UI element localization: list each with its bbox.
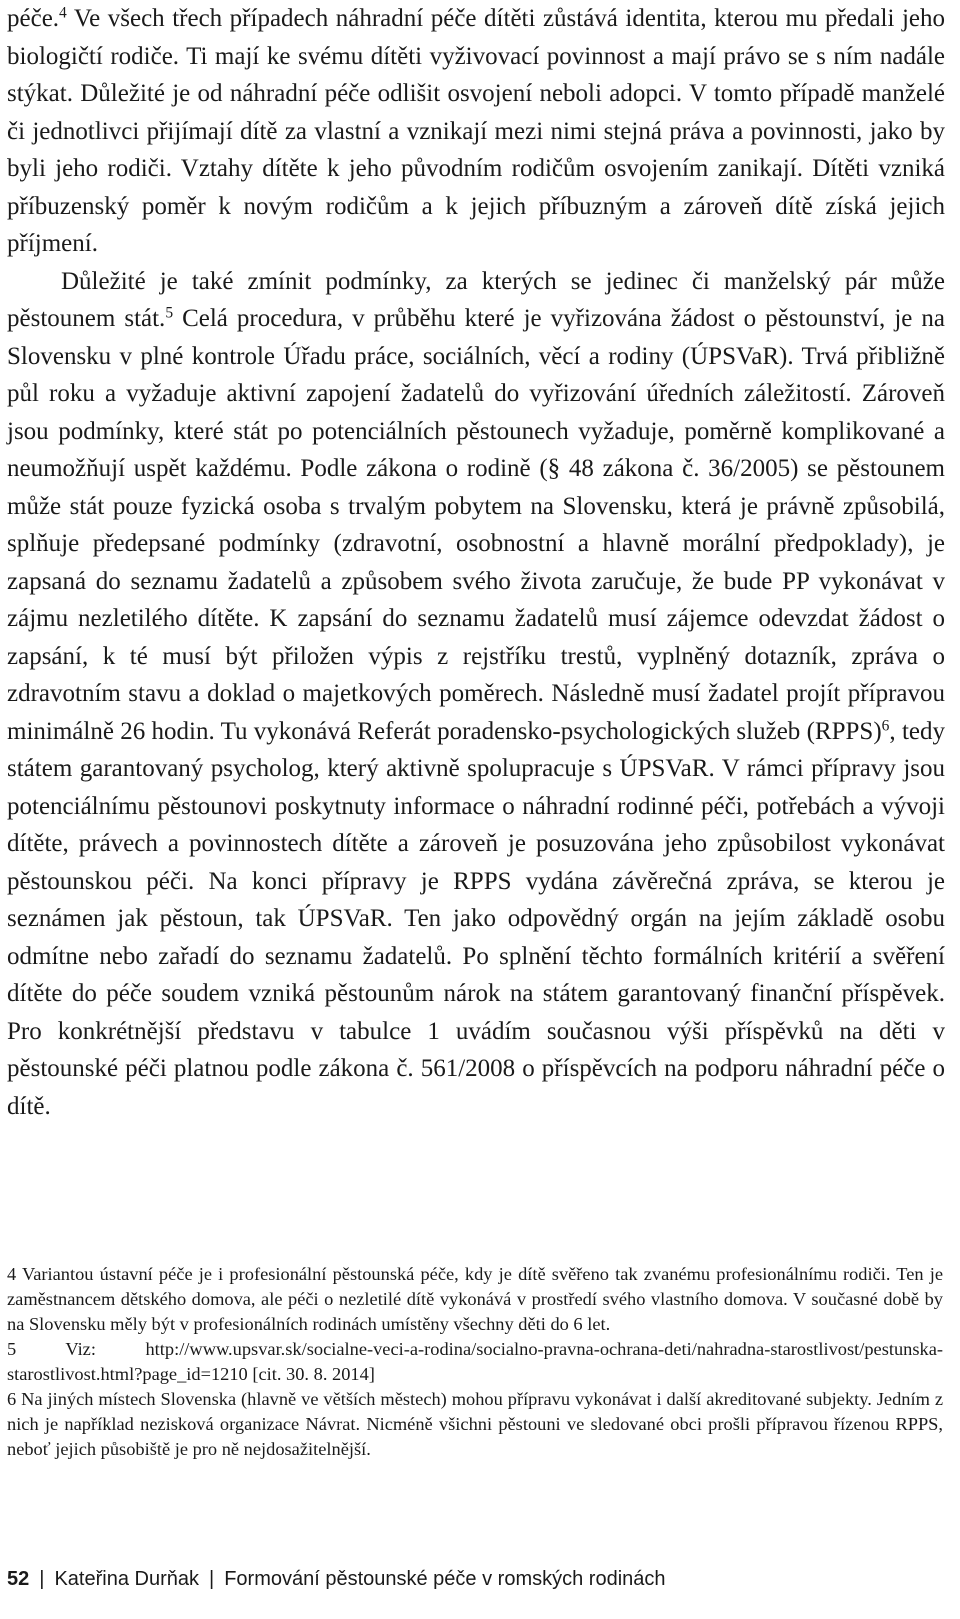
footer-book-title: Formování pěstounské péče v romských rodinách — [224, 1568, 666, 1590]
paragraph-2-text: Celá procedura, v průběhu které je vyřizována žádost o pěstounství, je na Slovensku v plné kontrole Úřadu práce, sociálních, věcí a rodiny (ÚPSVaR). Trvá přibližně půl roku a vyžaduje aktivní zapojení žadatelů do vyřizování úředních záležitostí. Zároveň jsou podmínky, které stát po potenciálních pěstounech vyžaduje, poměrně komplikované a neumožňují uspět každému. Podle zákona o rodině (§ 48 zákona č. 36/2005) se pěstounem může stát pouze fyzická osoba s trvalým pobytem na Slovensku, která je právně způsobilá, splňuje předepsané podmínky (zdravotní, osobnostní a hlavně morální předpoklady), je zapsaná do seznamu žadatelů a způsobem svého života zaručuje, že bude PP vykonávat v zájmu nezletilého dítěte. K zapsání do seznamu žadatelů musí zájemce odevzdat žádost o zapsání, k té musí být přiložen výpis z rejstříku trestů, vyplněný dotazník, zpráva o zdravotním stavu a doklad o majetkových poměrech. Následně musí žadatel projít přípravou minimálně 26 hodin. Tu vykonává Referát poradensko-psychologických služeb (RPPS) — [7, 305, 946, 745]
footnote-ref-5[interactable]: 5 — [165, 304, 174, 322]
footer-separator: | — [39, 1568, 45, 1590]
paragraph-1-text: Ve všech třech případech náhradní péče dítěti zůstává identita, kterou mu předali jeho biologičtí rodiče. Ti mají ke svému dítěti vyživovací povinnost a mají právo se s ním nadále stýkat. Důležité je od náhradní péče odlišit osvojení neboli adopci. V tomto případě manželé či jednotlivci přijímají dítě za vlastní a vznikají mezi nimi stejná práva a povinnosti, jako by byli jeho rodiči. Vztahy dítěte k jeho původním rodičům osvojením zanikají. Dítěti vzniká příbuzenský poměr k novým rodičům a k jejich příbuzným a zároveň dítě získá jejich příjmení. — [7, 5, 945, 257]
footer-author: Kateřina Durňak — [54, 1568, 199, 1590]
paragraph-2 — [7, 263, 945, 1126]
page-footer — [7, 1564, 666, 1594]
footer-separator-2: | — [208, 1568, 215, 1590]
footnote-ref-6[interactable]: 6 — [881, 716, 890, 734]
footnote-6: 6 Na jiných místech Slovenska (hlavně ve větších městech) mohou přípravu vykonávat i další akreditované subjekty. Jedním z nich je například nezisková organizace Návrat. Nicméně všichni pěstouni ve sledované obci prošli přípravou řízenou RPPS, neboť jejich působiště je pro ně nejdosažitelnější. — [7, 1389, 943, 1459]
main-text — [7, 0, 945, 1125]
footnotes — [7, 1262, 943, 1462]
footnote-5: 5 Viz: http://www.upsvar.sk/socialne-veci-a-rodina/socialno-pravna-ochrana-deti/nahradna-starostlivost/pestunska-starostlivost.html?page_id=1210 [cit. 30. 8. 2014] — [7, 1339, 943, 1384]
paragraph-2-lead: Důležité je také zmínit podmínky, za kterých se jedinec či manželský pár může pěstounem stát. — [7, 267, 945, 332]
paragraph-1 — [7, 0, 945, 263]
paragraph-1-lead: péče. — [7, 5, 60, 32]
page-number: 52 — [7, 1568, 30, 1590]
paragraph-2-tail: , tedy státem garantovaný psycholog, který aktivně spolupracuje s ÚPSVaR. V rámci přípravy jsou potenciálnímu pěstounovi poskytnuty informace o náhradní rodinné péči, potřebách a vývoji dítěte, právech a povinnostech dítěte a zároveň je posuzována jeho způsobilost vykonávat pěstounskou péči. Na konci přípravy je RPPS vydána závěrečná zpráva, se kterou je seznámen jak pěstoun, tak ÚPSVaR. Ten jako odpovědný orgán na jejím základě osobu odmítne nebo zařadí do seznamu žadatelů. Po splnění těchto formálních kritérií a svěření dítěte do péče soudem vzniká pěstounům nárok na státem garantovaný finanční příspěvek. Pro konkrétnější představu v tabulce 1 uvádím současnou výši příspěvků na děti v pěstounské péči platnou podle zákona č. 561/2008 o příspěvcích na podporu náhradní péče o dítě. — [7, 717, 945, 1120]
footnote-ref-4[interactable]: 4 — [59, 4, 67, 22]
footnote-4: 4 Variantou ústavní péče je i profesionální pěstounská péče, kdy je dítě svěřeno tak zvanému profesionálnímu rodiči. Ten je zaměstnancem dětského domova, ale péči o nezletilé dítě vykonává v prostředí svého vlastního domova. V současné době by na Slovensku měly být v profesionálních rodinách umístěny všechny děti do 6 let. — [7, 1264, 943, 1334]
